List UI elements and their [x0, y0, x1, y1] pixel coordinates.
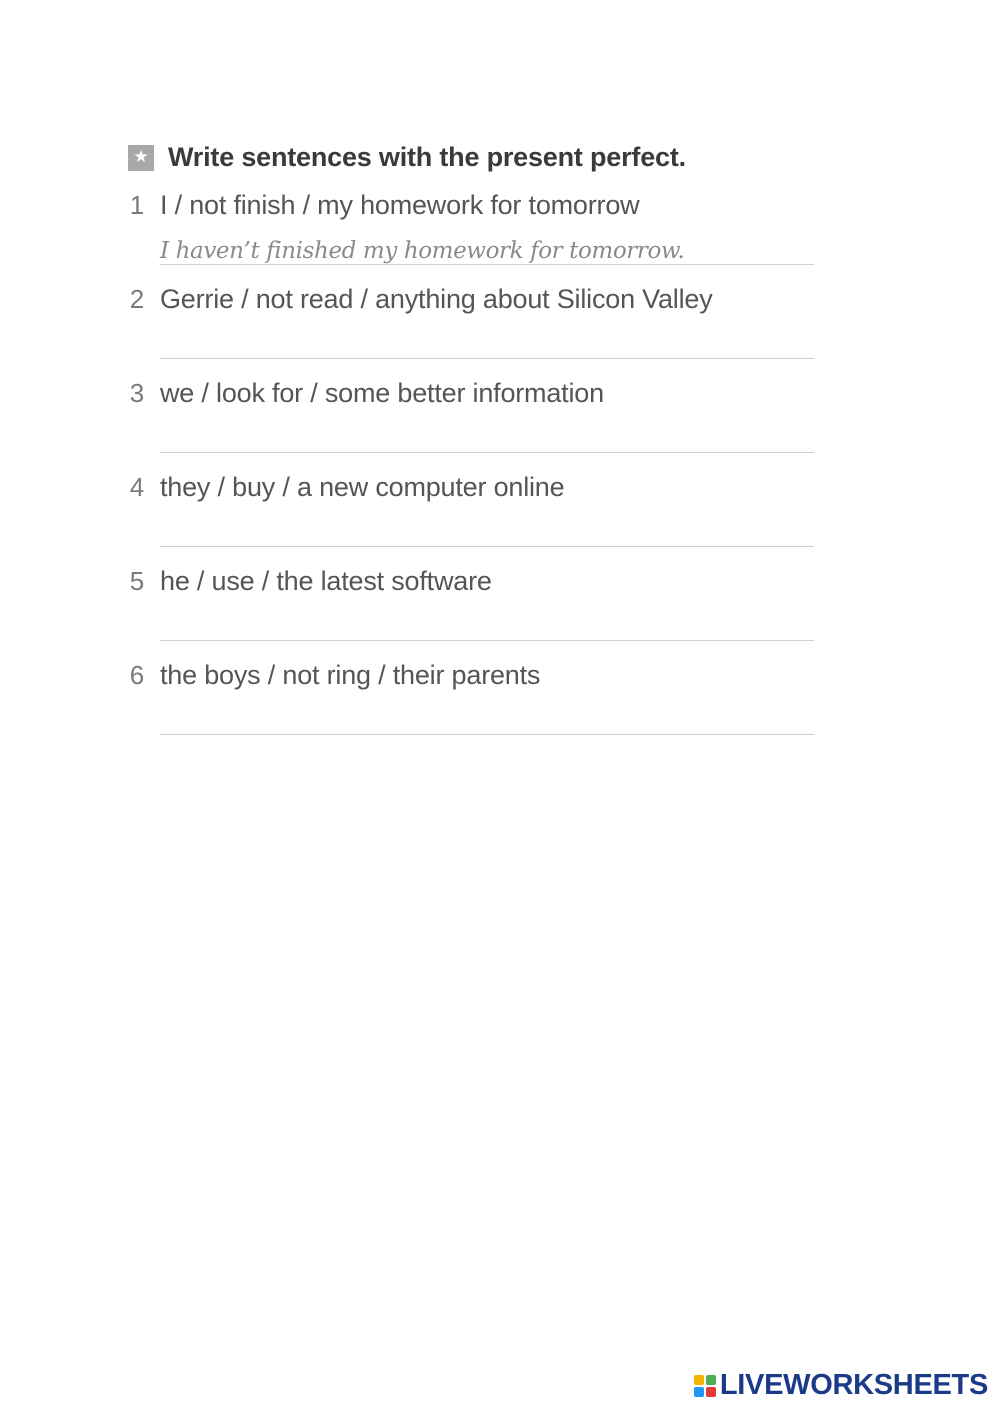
logo-square — [694, 1375, 704, 1385]
answer-line[interactable] — [160, 358, 814, 359]
brand-watermark — [694, 1369, 988, 1402]
item-prompt: they / buy / a new computer online — [160, 472, 565, 502]
item-number: 1 — [129, 190, 145, 220]
item-prompt: the boys / not ring / their parents — [160, 660, 541, 690]
logo-square — [706, 1387, 716, 1397]
exercise-item-4 — [126, 472, 816, 552]
item-number: 6 — [129, 660, 145, 690]
item-prompt: I / not finish / my homework for tomorrow — [160, 190, 640, 220]
exercise-item-6 — [126, 660, 816, 740]
item-prompt: we / look for / some better information — [160, 378, 604, 408]
exercise-item-2 — [126, 284, 816, 364]
instruction — [128, 142, 686, 173]
item-number: 5 — [129, 566, 145, 596]
item-number: 4 — [129, 472, 145, 502]
answer-line[interactable] — [160, 452, 814, 453]
item-prompt: Gerrie / not read / anything about Silicon Valley — [160, 284, 713, 314]
logo-square — [694, 1387, 704, 1397]
liveworksheets-logo-icon — [694, 1375, 716, 1397]
brand-name: LIVEWORKSHEETS — [719, 1369, 988, 1401]
exercise-item-3 — [126, 378, 816, 458]
exercise-item-5 — [126, 566, 816, 646]
exercise-item-1 — [126, 190, 816, 270]
instruction-text: Write sentences with the present perfect. — [168, 142, 686, 172]
answer-line[interactable] — [160, 264, 814, 265]
star-icon: ★ — [128, 145, 154, 171]
logo-square — [706, 1375, 716, 1385]
item-number: 2 — [129, 284, 145, 314]
item-prompt: he / use / the latest software — [160, 566, 492, 596]
answer-line[interactable] — [160, 640, 814, 641]
example-answer: I haven’t finished my homework for tomorrow. — [160, 238, 685, 264]
item-number: 3 — [129, 378, 145, 408]
answer-line[interactable] — [160, 734, 814, 735]
answer-line[interactable] — [160, 546, 814, 547]
